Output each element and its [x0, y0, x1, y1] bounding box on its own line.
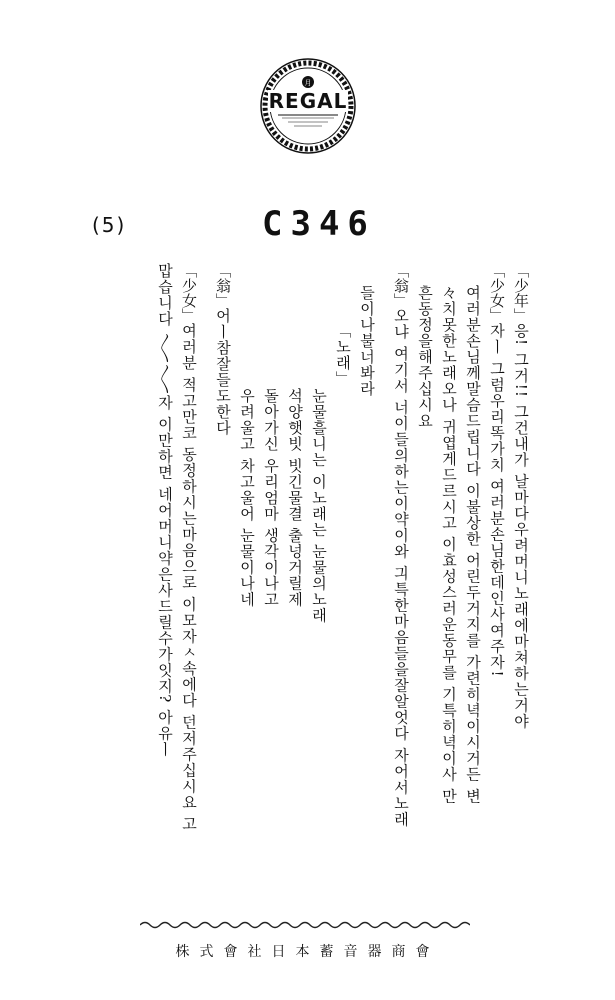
line-girl-4: 흔동정을해주십시요 [416, 285, 434, 429]
song-label: 「노래」 [334, 323, 352, 387]
line-old-man-1: 「翁」오냐 여기서 너이들의하는이약이와 긔특한마음들을잘알엇다 자어서노래 [392, 263, 410, 828]
regal-label-logo [258, 56, 358, 156]
page-number: (5) [92, 213, 127, 237]
song-verse-1: 눈물흘니는 이노래는 눈물의노래 [310, 388, 328, 624]
line-old-man-3: 「翁」어ㅣ참잘들도한다 [214, 263, 232, 436]
wavy-divider [140, 918, 470, 932]
publisher-footer: 株式會社日本蓄音器商會 [175, 944, 440, 960]
catalog-number: C346 [262, 204, 376, 244]
line-girl-1: 「少女」자ㅣ 그럼우리똑가치 여러분손님한데인사여주자! [488, 263, 506, 678]
svg-text:月: 月 [304, 79, 312, 87]
vertical-text-block [153, 263, 533, 923]
song-verse-2: 석양햇빗 빗긴물결 출넝거릴제 [286, 388, 304, 608]
svg-text:REGAL: REGAL [268, 89, 348, 113]
regal-record-label-icon [258, 56, 358, 156]
line-girl-3: 々치못한노래오나 귀엽게드르시고 이효성스러운동무를 기특히녁이사 만 [440, 285, 458, 805]
song-verse-4: 우려울고 차고울어 눈물이나네 [238, 388, 256, 608]
line-girl-6: 맙습니다 〱〱자 이만하면 네어머니약은사드릴수가잇지? 아유ㅣ [156, 263, 174, 758]
line-girl-2: 여러분손님께말슴드립니다 이불상한 어린두거지를 가련히녁이시거든 변 [464, 285, 482, 805]
line-girl-5: 「少女」여러분 적고만코 동정하시는마음으로 이모자ㅅ속에다 던저주십시요 고 [180, 263, 198, 832]
line-old-man-2: 들이나불너봐라 [358, 285, 376, 397]
song-verse-3: 돌아가신 우리엄마 생각이나고 [262, 388, 280, 608]
line-boy-1: 「少年」응! 그거!! 그건내가 날마다우려머니노래에마쳐하는거야 [512, 263, 530, 730]
